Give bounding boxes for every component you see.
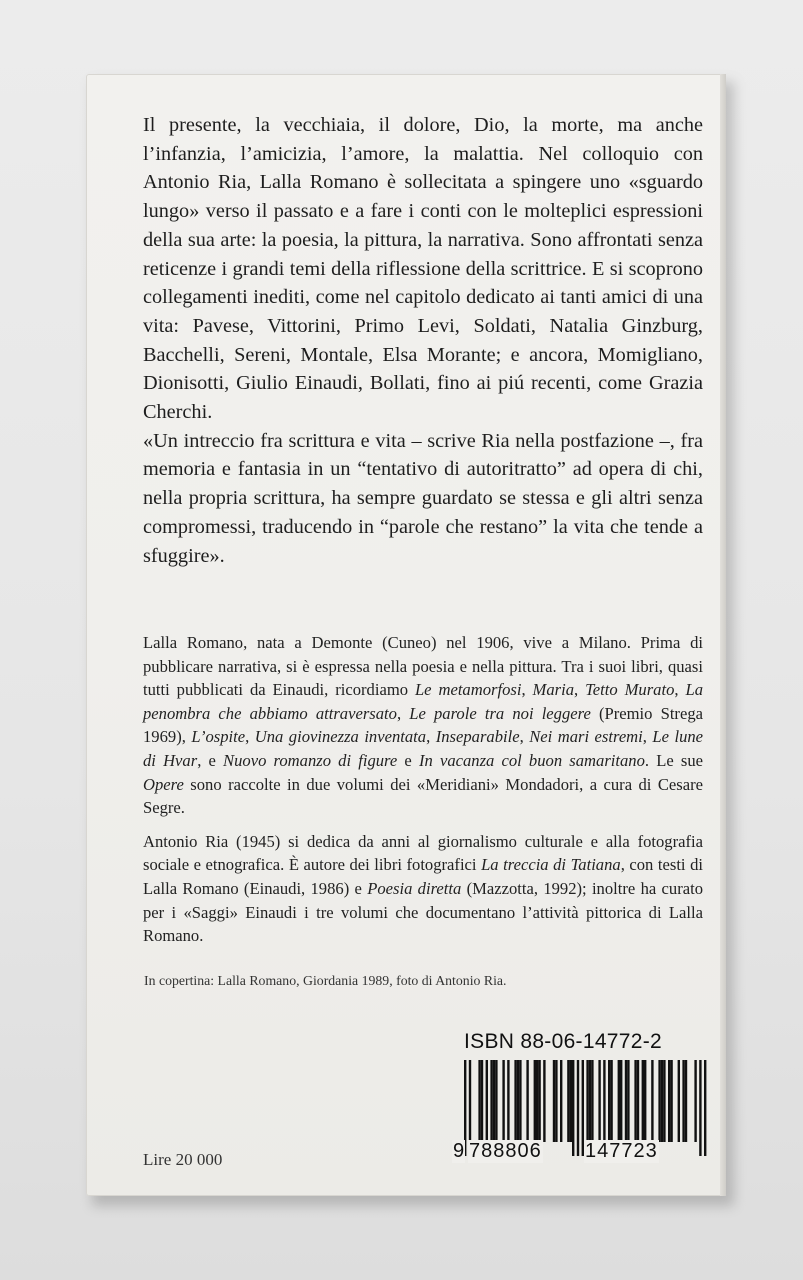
bio-text: , con testi di Lalla Romano (Einaudi, 1986) e	[143, 855, 703, 898]
book-title: Nuovo romanzo di figure	[223, 750, 398, 770]
barcode-bar	[507, 1060, 509, 1142]
bio-text: , e	[197, 750, 224, 770]
barcode-bar	[553, 1060, 555, 1142]
barcode-bar	[608, 1060, 610, 1142]
book-title: Maria	[532, 680, 575, 700]
barcode-bar	[598, 1060, 600, 1142]
barcode-bar	[625, 1060, 627, 1142]
barcode-bar	[502, 1060, 504, 1142]
barcode-bar	[658, 1060, 660, 1142]
barcode-bar	[634, 1060, 636, 1142]
bio-text: ,	[574, 680, 586, 700]
book-title: Le parole tra noi leggere	[409, 703, 591, 723]
barcode-bar	[493, 1060, 495, 1142]
barcode-bar	[589, 1060, 591, 1142]
barcode-bar	[661, 1060, 663, 1142]
bio-text: ,	[396, 703, 410, 723]
barcode-bar	[538, 1060, 540, 1142]
barcode-bar	[519, 1060, 521, 1142]
book-title: Opere	[143, 774, 184, 794]
barcode-bar	[618, 1060, 620, 1142]
book-title: Le metamorfosi	[414, 680, 522, 700]
barcode-bar	[699, 1060, 701, 1156]
barcode-bar	[481, 1060, 483, 1142]
book-title: Inseparabile	[435, 727, 520, 747]
barcode-bar	[620, 1060, 622, 1142]
barcode-bar	[704, 1060, 706, 1156]
bio-text: ,	[521, 680, 533, 700]
barcode-bar	[555, 1060, 557, 1142]
book-title: Tetto Murato	[585, 680, 675, 700]
blurb-quote: «Un intreccio fra scrittura e vita – scrive Ria nella postfazione –, fra memoria e fantasia in un “tentativo di autoritratto” ad opera di chi, nella propria scrittura, ha sempre guardato se stessa e gli altri senza compromessi, traducendo in “parole che restano” la vita che tende a sfuggire».	[143, 429, 703, 567]
author-bios	[143, 631, 703, 958]
bio-text: . Le sue	[644, 750, 704, 770]
blurb	[143, 111, 703, 570]
book-title: Una giovinezza inventata	[254, 727, 427, 747]
book-title: In vacanza col buon samaritano	[418, 750, 645, 770]
bio-text: e	[397, 750, 419, 770]
bio-text: (Mazzotta, 1992); inoltre ha curato per i «Saggi» Einaudi i tre volumi che documentano l’attività pittorica di Lalla Romano.	[143, 878, 703, 946]
barcode-bar	[577, 1060, 579, 1156]
barcode-bar	[495, 1060, 497, 1142]
barcode-bar	[644, 1060, 646, 1142]
bio-text: Antonio Ria (1945) si dedica da anni al giornalismo culturale e alla fotografia sociale e etnografica. È autore dei libri fotografici	[143, 831, 703, 875]
price: Lire 20 000	[143, 1150, 223, 1169]
barcode-bar	[526, 1060, 528, 1142]
cover-credit: In copertina: Lalla Romano, Giordania 1989, foto di Antonio Ria.	[144, 973, 507, 988]
isbn-label: ISBN 88-06-14772-2	[464, 1030, 663, 1053]
barcode-bar	[603, 1060, 605, 1142]
barcode-bar	[668, 1060, 670, 1142]
book-back-cover	[86, 74, 726, 1196]
barcode-bar	[570, 1060, 572, 1142]
barcode-first-digit: 9	[453, 1140, 465, 1162]
book-title: Nei mari estremi	[529, 727, 643, 747]
book-title: La penombra che abbiamo attraversato	[143, 680, 703, 723]
book-title: Le lune di Hvar	[143, 727, 704, 770]
barcode-bar	[536, 1060, 538, 1142]
barcode-bar	[685, 1060, 687, 1142]
barcode-bar	[486, 1060, 488, 1142]
barcode-bar	[514, 1060, 516, 1142]
barcode-bar	[560, 1060, 562, 1142]
bio-text: ,	[519, 727, 530, 747]
book-title: L’ospite	[191, 727, 246, 747]
barcode-left-digits: 788806	[469, 1140, 542, 1162]
bio-text: ,	[642, 727, 653, 747]
barcode-bar	[534, 1060, 536, 1142]
bio-text: sono raccolte in due volumi dei «Meridiani» Mondadori, a cura di Cesare Segre.	[143, 774, 703, 818]
barcode-bar	[610, 1060, 612, 1142]
barcode	[452, 1060, 716, 1170]
barcode-bar	[682, 1060, 684, 1142]
barcode-bar	[490, 1060, 492, 1142]
barcode-bar	[651, 1060, 653, 1142]
barcode-bar	[586, 1060, 588, 1142]
barcode-bar	[637, 1060, 639, 1142]
bio-lalla-romano	[143, 631, 703, 820]
barcode-bar	[543, 1060, 545, 1142]
book-title: La treccia di Tatiana	[481, 855, 621, 875]
barcode-bar	[478, 1060, 480, 1142]
bio-text: ,	[245, 727, 255, 747]
barcode-bar	[517, 1060, 519, 1142]
barcode-bar	[627, 1060, 629, 1142]
barcode-bar	[591, 1060, 593, 1142]
bio-antonio-ria	[143, 830, 703, 948]
bio-text: Lalla Romano, nata a Demonte (Cuneo) nel 1906, vive a Milano. Prima di pubblicare narrativa, si è espressa nella poesia e nella pittura. Tra i suoi libri, quasi tutti pubblicati da Einaudi, ricordiamo	[143, 633, 703, 700]
barcode-bar	[567, 1060, 569, 1142]
barcode-bar	[663, 1060, 665, 1142]
barcode-bar	[678, 1060, 680, 1142]
bio-text: ,	[674, 680, 686, 700]
barcode-bar	[694, 1060, 696, 1142]
cover-edge	[720, 74, 726, 1196]
barcode-bar	[642, 1060, 644, 1142]
barcode-bar	[572, 1060, 574, 1156]
blurb-paragraph: Il presente, la vecchiaia, il dolore, Dio, la morte, ma anche l’infanzia, l’amicizia, l’amore, la malattia. Nel colloquio con Antonio Ria, Lalla Romano è sollecitata a spingere uno «sguardo lungo» verso il passato e a fare i conti con le molteplici espressioni della sua arte: la poesia, la pittura, la narrativa. Sono affrontati senza reticenze i grandi temi della riflessione della scrittrice. E si scoprono collegamenti inediti, come nel capitolo dedicato ai tanti amici di una vita: Pavese, Vittorini, Primo Levi, Soldati, Natalia Ginzburg, Bacchelli, Sereni, Montale, Elsa Morante; e ancora, Momigliano, Dionisotti, Giulio Einaudi, Bollati, fino ai piú recenti, come Grazia Cherchi.	[143, 114, 703, 424]
barcode-right-digits: 147723	[585, 1140, 658, 1162]
bio-text: ,	[426, 727, 436, 747]
book-title: Poesia diretta	[367, 878, 462, 898]
bio-text: (Premio Strega 1969),	[143, 703, 703, 747]
barcode-bar	[670, 1060, 672, 1142]
